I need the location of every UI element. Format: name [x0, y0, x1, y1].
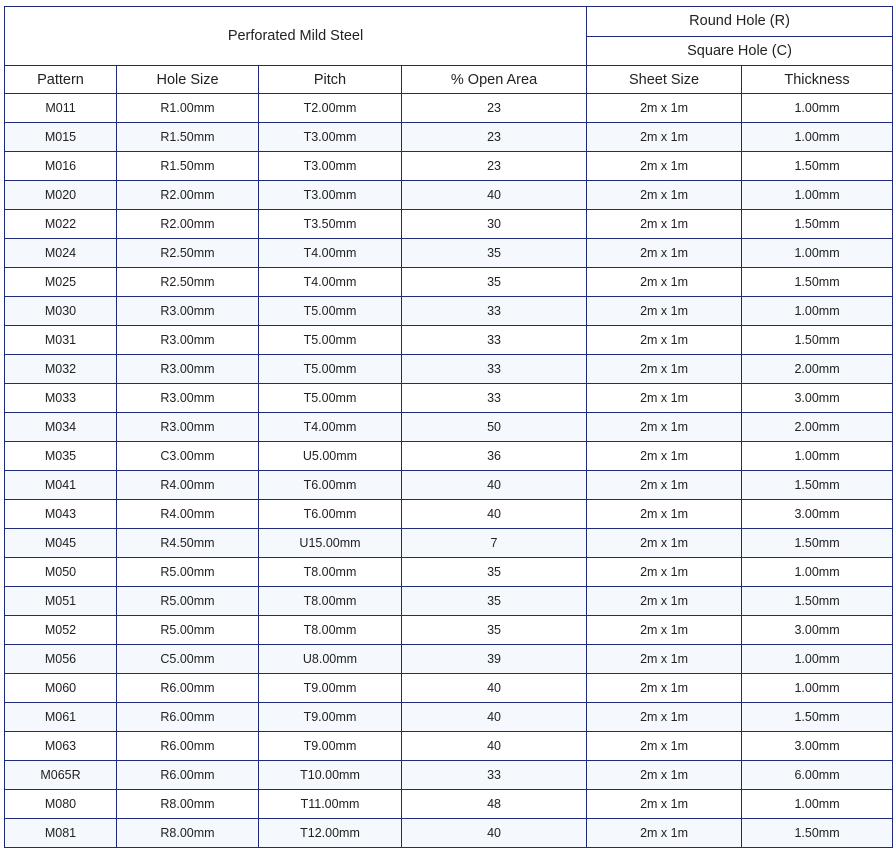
pitch-cell: T3.00mm — [259, 152, 402, 181]
thickness-cell: 1.50mm — [742, 819, 893, 848]
thickness-cell: 1.00mm — [742, 94, 893, 123]
hole-size-cell: R4.00mm — [117, 500, 259, 529]
pattern-cell: M035 — [5, 442, 117, 471]
pitch-cell: T8.00mm — [259, 587, 402, 616]
table-row — [5, 645, 893, 674]
pattern-cell: M063 — [5, 732, 117, 761]
thickness-cell: 1.00mm — [742, 123, 893, 152]
pattern-cell: M056 — [5, 645, 117, 674]
open-area-cell: 35 — [402, 268, 587, 297]
table-row — [5, 819, 893, 848]
table-row — [5, 616, 893, 645]
table-row — [5, 790, 893, 819]
pitch-cell: U15.00mm — [259, 529, 402, 558]
thickness-cell: 1.50mm — [742, 326, 893, 355]
hole-size-cell: R2.50mm — [117, 268, 259, 297]
sheet-size-cell: 2m x 1m — [587, 761, 742, 790]
sheet-size-cell: 2m x 1m — [587, 326, 742, 355]
thickness-cell: 1.50mm — [742, 210, 893, 239]
open-area-cell: 7 — [402, 529, 587, 558]
sheet-size-cell: 2m x 1m — [587, 181, 742, 210]
open-area-cell: 33 — [402, 297, 587, 326]
hole-size-cell: R5.00mm — [117, 558, 259, 587]
table-row — [5, 761, 893, 790]
table-row — [5, 181, 893, 210]
hole-size-cell: R2.00mm — [117, 181, 259, 210]
sheet-size-cell: 2m x 1m — [587, 413, 742, 442]
thickness-cell: 1.50mm — [742, 703, 893, 732]
hole-size-cell: R3.00mm — [117, 384, 259, 413]
hole-size-cell: R3.00mm — [117, 326, 259, 355]
pattern-cell: M041 — [5, 471, 117, 500]
open-area-cell: 35 — [402, 616, 587, 645]
pattern-cell: M030 — [5, 297, 117, 326]
pitch-cell: T4.00mm — [259, 413, 402, 442]
sheet-size-cell: 2m x 1m — [587, 819, 742, 848]
pitch-cell: T3.50mm — [259, 210, 402, 239]
pitch-cell: U8.00mm — [259, 645, 402, 674]
column-header-sheet-size: Sheet Size — [587, 66, 742, 94]
open-area-cell: 40 — [402, 500, 587, 529]
hole-size-cell: R6.00mm — [117, 674, 259, 703]
open-area-cell: 35 — [402, 587, 587, 616]
hole-size-cell: R8.00mm — [117, 790, 259, 819]
table-row — [5, 210, 893, 239]
thickness-cell: 1.00mm — [742, 181, 893, 210]
table-row — [5, 732, 893, 761]
pitch-cell: T11.00mm — [259, 790, 402, 819]
legend-square-hole: Square Hole (C) — [587, 36, 893, 66]
open-area-cell: 33 — [402, 761, 587, 790]
open-area-cell: 40 — [402, 703, 587, 732]
pitch-cell: T8.00mm — [259, 558, 402, 587]
hole-size-cell: R1.50mm — [117, 123, 259, 152]
pitch-cell: T5.00mm — [259, 297, 402, 326]
column-header-open-area: % Open Area — [402, 66, 587, 94]
sheet-size-cell: 2m x 1m — [587, 268, 742, 297]
hole-size-cell: R2.00mm — [117, 210, 259, 239]
sheet-size-cell: 2m x 1m — [587, 645, 742, 674]
sheet-size-cell: 2m x 1m — [587, 442, 742, 471]
hole-size-cell: R1.50mm — [117, 152, 259, 181]
pattern-cell: M080 — [5, 790, 117, 819]
thickness-cell: 1.00mm — [742, 558, 893, 587]
column-header-pattern: Pattern — [5, 66, 117, 94]
pitch-cell: T9.00mm — [259, 703, 402, 732]
thickness-cell: 1.50mm — [742, 471, 893, 500]
pattern-cell: M043 — [5, 500, 117, 529]
table-row — [5, 326, 893, 355]
pattern-cell: M052 — [5, 616, 117, 645]
column-header-thickness: Thickness — [742, 66, 893, 94]
table-row — [5, 268, 893, 297]
open-area-cell: 40 — [402, 674, 587, 703]
open-area-cell: 50 — [402, 413, 587, 442]
pattern-cell: M061 — [5, 703, 117, 732]
pitch-cell: T4.00mm — [259, 268, 402, 297]
sheet-size-cell: 2m x 1m — [587, 210, 742, 239]
thickness-cell: 1.50mm — [742, 587, 893, 616]
open-area-cell: 39 — [402, 645, 587, 674]
pattern-cell: M020 — [5, 181, 117, 210]
sheet-size-cell: 2m x 1m — [587, 471, 742, 500]
open-area-cell: 30 — [402, 210, 587, 239]
column-header-hole-size: Hole Size — [117, 66, 259, 94]
hole-size-cell: R6.00mm — [117, 761, 259, 790]
thickness-cell: 3.00mm — [742, 616, 893, 645]
sheet-size-cell: 2m x 1m — [587, 790, 742, 819]
table-row — [5, 500, 893, 529]
pattern-cell: M065R — [5, 761, 117, 790]
pitch-cell: T9.00mm — [259, 732, 402, 761]
pitch-cell: T4.00mm — [259, 239, 402, 268]
open-area-cell: 36 — [402, 442, 587, 471]
hole-size-cell: R5.00mm — [117, 616, 259, 645]
pitch-cell: T6.00mm — [259, 471, 402, 500]
open-area-cell: 48 — [402, 790, 587, 819]
thickness-cell: 3.00mm — [742, 500, 893, 529]
thickness-cell: 1.00mm — [742, 645, 893, 674]
pattern-cell: M045 — [5, 529, 117, 558]
hole-size-cell: R1.00mm — [117, 94, 259, 123]
open-area-cell: 40 — [402, 181, 587, 210]
pitch-cell: T5.00mm — [259, 384, 402, 413]
table-row — [5, 413, 893, 442]
pitch-cell: T10.00mm — [259, 761, 402, 790]
pitch-cell: T12.00mm — [259, 819, 402, 848]
column-header-pitch: Pitch — [259, 66, 402, 94]
open-area-cell: 23 — [402, 123, 587, 152]
hole-size-cell: R5.00mm — [117, 587, 259, 616]
sheet-size-cell: 2m x 1m — [587, 384, 742, 413]
open-area-cell: 33 — [402, 326, 587, 355]
thickness-cell: 2.00mm — [742, 355, 893, 384]
sheet-size-cell: 2m x 1m — [587, 703, 742, 732]
open-area-cell: 40 — [402, 819, 587, 848]
table-row — [5, 297, 893, 326]
pitch-cell: T9.00mm — [259, 674, 402, 703]
sheet-size-cell: 2m x 1m — [587, 152, 742, 181]
pattern-cell: M024 — [5, 239, 117, 268]
sheet-size-cell: 2m x 1m — [587, 123, 742, 152]
pattern-cell: M034 — [5, 413, 117, 442]
perforated-steel-table — [4, 6, 893, 848]
table-row — [5, 674, 893, 703]
thickness-cell: 1.50mm — [742, 268, 893, 297]
table-row — [5, 152, 893, 181]
thickness-cell: 3.00mm — [742, 732, 893, 761]
sheet-size-cell: 2m x 1m — [587, 500, 742, 529]
hole-size-cell: R2.50mm — [117, 239, 259, 268]
open-area-cell: 23 — [402, 152, 587, 181]
pattern-cell: M025 — [5, 268, 117, 297]
pitch-cell: T8.00mm — [259, 616, 402, 645]
pattern-cell: M031 — [5, 326, 117, 355]
open-area-cell: 33 — [402, 355, 587, 384]
thickness-cell: 1.50mm — [742, 152, 893, 181]
thickness-cell: 1.00mm — [742, 442, 893, 471]
pattern-cell: M032 — [5, 355, 117, 384]
sheet-size-cell: 2m x 1m — [587, 355, 742, 384]
pitch-cell: T6.00mm — [259, 500, 402, 529]
sheet-size-cell: 2m x 1m — [587, 587, 742, 616]
pattern-cell: M081 — [5, 819, 117, 848]
pitch-cell: T5.00mm — [259, 326, 402, 355]
table-body — [5, 94, 893, 848]
sheet-size-cell: 2m x 1m — [587, 732, 742, 761]
table-row — [5, 355, 893, 384]
pattern-cell: M060 — [5, 674, 117, 703]
table-row — [5, 529, 893, 558]
hole-size-cell: R3.00mm — [117, 355, 259, 384]
table-row — [5, 94, 893, 123]
open-area-cell: 35 — [402, 239, 587, 268]
thickness-cell: 1.00mm — [742, 674, 893, 703]
pattern-cell: M050 — [5, 558, 117, 587]
thickness-cell: 1.50mm — [742, 529, 893, 558]
table-row — [5, 558, 893, 587]
open-area-cell: 35 — [402, 558, 587, 587]
table-row — [5, 123, 893, 152]
hole-size-cell: R4.00mm — [117, 471, 259, 500]
hole-size-cell: R8.00mm — [117, 819, 259, 848]
pattern-cell: M016 — [5, 152, 117, 181]
table-row — [5, 384, 893, 413]
pitch-cell: U5.00mm — [259, 442, 402, 471]
thickness-cell: 1.00mm — [742, 297, 893, 326]
table-row — [5, 471, 893, 500]
open-area-cell: 40 — [402, 732, 587, 761]
hole-size-cell: R6.00mm — [117, 732, 259, 761]
hole-size-cell: R3.00mm — [117, 413, 259, 442]
pitch-cell: T5.00mm — [259, 355, 402, 384]
sheet-size-cell: 2m x 1m — [587, 94, 742, 123]
hole-size-cell: R4.50mm — [117, 529, 259, 558]
sheet-size-cell: 2m x 1m — [587, 674, 742, 703]
pattern-cell: M051 — [5, 587, 117, 616]
sheet-size-cell: 2m x 1m — [587, 529, 742, 558]
table-title: Perforated Mild Steel — [5, 7, 587, 66]
table-row — [5, 239, 893, 268]
hole-size-cell: R6.00mm — [117, 703, 259, 732]
pattern-cell: M022 — [5, 210, 117, 239]
pattern-cell: M011 — [5, 94, 117, 123]
thickness-cell: 6.00mm — [742, 761, 893, 790]
thickness-cell: 1.00mm — [742, 239, 893, 268]
legend-round-hole: Round Hole (R) — [587, 7, 893, 37]
pattern-cell: M033 — [5, 384, 117, 413]
thickness-cell: 2.00mm — [742, 413, 893, 442]
open-area-cell: 40 — [402, 471, 587, 500]
pitch-cell: T3.00mm — [259, 181, 402, 210]
pattern-cell: M015 — [5, 123, 117, 152]
sheet-size-cell: 2m x 1m — [587, 558, 742, 587]
thickness-cell: 1.00mm — [742, 790, 893, 819]
pitch-cell: T3.00mm — [259, 123, 402, 152]
hole-size-cell: R3.00mm — [117, 297, 259, 326]
column-header-row — [5, 66, 893, 94]
thickness-cell: 3.00mm — [742, 384, 893, 413]
sheet-size-cell: 2m x 1m — [587, 297, 742, 326]
sheet-size-cell: 2m x 1m — [587, 239, 742, 268]
table-row — [5, 442, 893, 471]
hole-size-cell: C3.00mm — [117, 442, 259, 471]
table-row — [5, 703, 893, 732]
sheet-size-cell: 2m x 1m — [587, 616, 742, 645]
pitch-cell: T2.00mm — [259, 94, 402, 123]
open-area-cell: 23 — [402, 94, 587, 123]
table-row — [5, 587, 893, 616]
open-area-cell: 33 — [402, 384, 587, 413]
hole-size-cell: C5.00mm — [117, 645, 259, 674]
